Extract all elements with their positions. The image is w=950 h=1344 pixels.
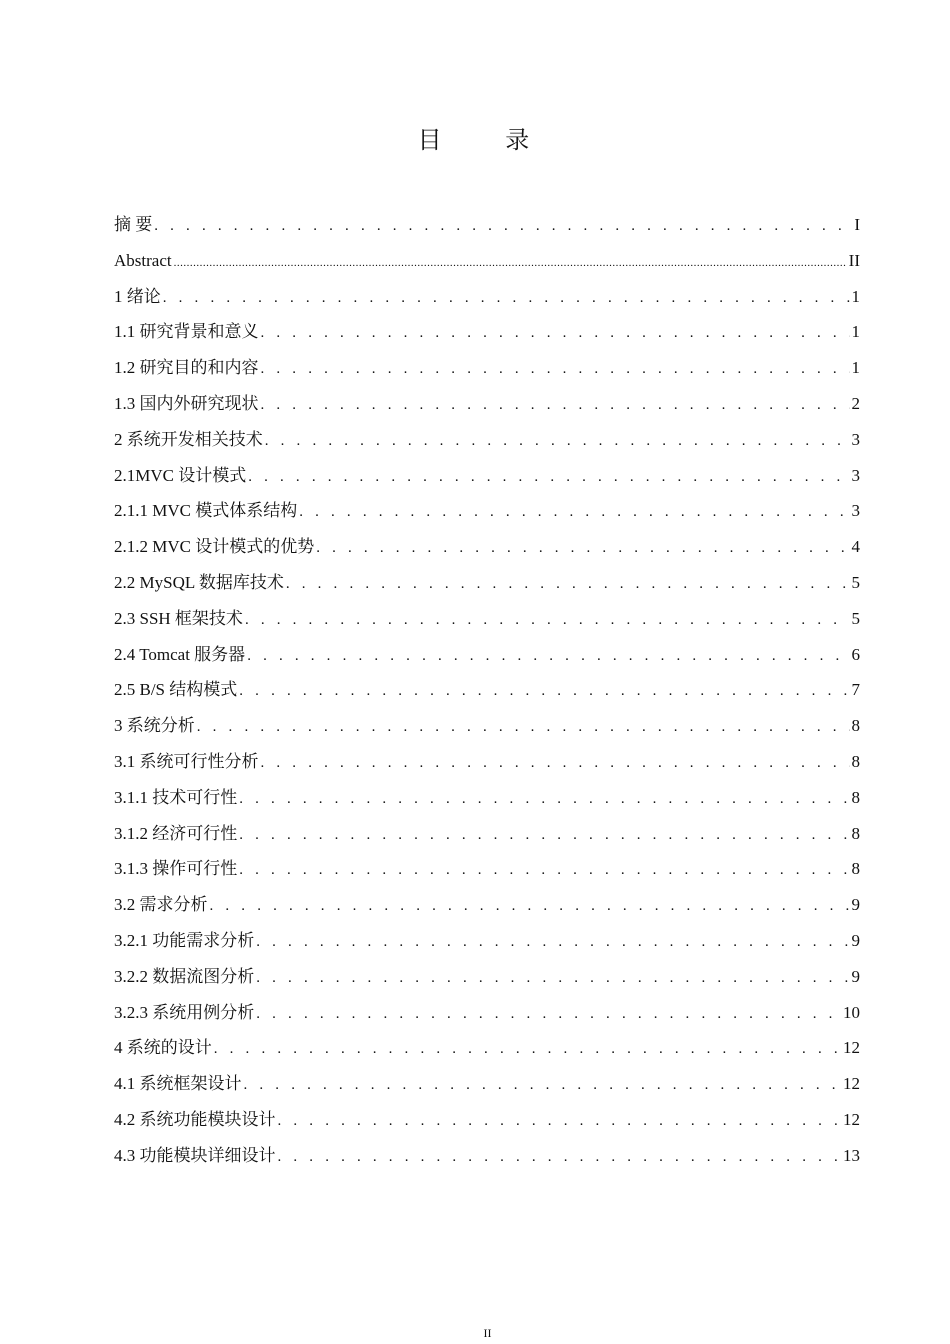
toc-entry-label: 1.1 研究背景和意义 <box>114 322 259 342</box>
toc-entry[interactable] <box>114 1066 860 1102</box>
toc-leader-dots <box>163 281 850 317</box>
toc-entry-page: 6 <box>851 644 860 664</box>
toc-entry-label: 3.2.2 数据流图分析 <box>114 966 255 986</box>
toc-entry-label: 2.5 B/S 结构模式 <box>114 680 238 700</box>
toc-entry[interactable] <box>114 780 860 816</box>
toc-entry[interactable] <box>114 529 860 565</box>
toc-entry-page: 1 <box>851 322 860 342</box>
toc-leader-dots <box>174 246 847 282</box>
toc-leader-dots <box>248 460 849 496</box>
toc-entry[interactable] <box>114 923 860 959</box>
toc-entry-page: I <box>854 215 860 234</box>
toc-entry[interactable] <box>114 1102 860 1138</box>
toc-entry[interactable] <box>114 314 860 350</box>
toc-leader-dots <box>154 209 852 245</box>
toc-entry-label: 4 系统的设计 <box>114 1038 212 1058</box>
toc-entry-page: 3 <box>851 501 860 521</box>
toc-entry[interactable] <box>114 422 860 458</box>
toc-entry[interactable] <box>114 995 860 1031</box>
toc-entry-page: 10 <box>843 1002 860 1022</box>
toc-entry[interactable] <box>114 350 860 386</box>
toc-entry-label: 2.4 Tomcat 服务器 <box>114 644 246 664</box>
toc-entry-page: 9 <box>851 895 860 915</box>
toc-entry-page: 8 <box>851 716 860 736</box>
toc-leader-dots <box>286 567 850 603</box>
toc-leader-dots <box>245 603 850 639</box>
toc-entry-label: Abstract <box>114 250 172 270</box>
toc-leader-dots <box>256 925 849 961</box>
toc-entry[interactable] <box>114 851 860 887</box>
toc-leader-dots <box>316 531 849 567</box>
toc-entry[interactable] <box>114 816 860 852</box>
toc-entry-label: 1 绪论 <box>114 286 161 306</box>
toc-entry[interactable] <box>114 637 860 673</box>
toc-entry-page: 8 <box>851 787 860 807</box>
toc-entry-label: 4.2 系统功能模块设计 <box>114 1109 276 1129</box>
toc-leader-dots <box>214 1032 841 1068</box>
toc-entry-page: 8 <box>851 859 860 879</box>
toc-entry-label: 3.1 系统可行性分析 <box>114 751 259 771</box>
toc-leader-dots <box>239 674 849 710</box>
toc-entry[interactable] <box>114 744 860 780</box>
toc-leader-dots <box>239 853 849 889</box>
toc-entry-page: 9 <box>851 930 860 950</box>
toc-leader-dots <box>265 424 850 460</box>
toc-entry[interactable] <box>114 708 860 744</box>
toc-entry-page: 5 <box>851 608 860 628</box>
toc-title: 目 录 <box>417 126 558 154</box>
toc-leader-dots <box>278 1104 842 1140</box>
toc-leader-dots <box>256 961 849 997</box>
toc-entry-page: 12 <box>843 1038 860 1058</box>
toc-entry[interactable] <box>114 279 860 315</box>
toc-leader-dots <box>299 495 849 531</box>
toc-entry-page: 2 <box>851 393 860 413</box>
toc-entry-label: 3.1.3 操作可行性 <box>114 859 238 879</box>
toc-entry-label: 3.1.1 技术可行性 <box>114 787 238 807</box>
toc-entry[interactable] <box>114 207 860 243</box>
toc-entry-page: 1 <box>851 286 860 306</box>
toc-entry-page: 4 <box>851 537 860 557</box>
toc-entry-page: 13 <box>843 1145 860 1165</box>
toc-entry[interactable] <box>114 386 860 422</box>
toc-leader-dots <box>197 710 850 746</box>
toc-entry-page: 7 <box>851 680 860 700</box>
toc-leader-dots <box>261 316 850 352</box>
toc-list <box>114 207 860 1174</box>
toc-entry-page: 12 <box>843 1074 860 1094</box>
toc-entry-page: 3 <box>851 429 860 449</box>
toc-entry[interactable] <box>114 458 860 494</box>
toc-entry-page: 9 <box>851 966 860 986</box>
toc-leader-dots <box>239 818 849 854</box>
toc-leader-dots <box>261 388 850 424</box>
page-number-footer: II <box>483 1326 492 1340</box>
toc-entry[interactable] <box>114 565 860 601</box>
toc-leader-dots <box>210 889 850 925</box>
toc-leader-dots <box>247 639 849 675</box>
toc-entry-page: 12 <box>843 1109 860 1129</box>
toc-entry-label: 2.1MVC 设计模式 <box>114 465 247 485</box>
toc-entry[interactable] <box>114 1138 860 1174</box>
toc-entry-page: 8 <box>851 823 860 843</box>
toc-entry-label: 3 系统分析 <box>114 716 195 736</box>
toc-entry-page: 5 <box>851 572 860 592</box>
toc-entry-label: 摘 要 <box>114 215 153 234</box>
toc-entry-label: 3.2 需求分析 <box>114 895 208 915</box>
toc-entry-label: 3.2.3 系统用例分析 <box>114 1002 255 1022</box>
toc-leader-dots <box>239 782 849 818</box>
toc-entry-page: 8 <box>851 751 860 771</box>
toc-entry[interactable] <box>114 243 860 279</box>
toc-entry-label: 2.1.2 MVC 设计模式的优势 <box>114 537 315 557</box>
toc-entry-label: 2.3 SSH 框架技术 <box>114 608 243 628</box>
toc-entry-page: II <box>848 250 860 270</box>
toc-entry[interactable] <box>114 601 860 637</box>
toc-leader-dots <box>261 746 850 782</box>
toc-entry-label: 2 系统开发相关技术 <box>114 429 263 449</box>
toc-entry-page: 1 <box>851 358 860 378</box>
toc-entry-label: 2.1.1 MVC 模式体系结构 <box>114 501 298 521</box>
toc-entry-label: 3.2.1 功能需求分析 <box>114 930 255 950</box>
toc-entry-label: 2.2 MySQL 数据库技术 <box>114 572 284 592</box>
toc-entry-label: 3.1.2 经济可行性 <box>114 823 238 843</box>
toc-leader-dots <box>244 1068 842 1104</box>
toc-entry-page: 3 <box>851 465 860 485</box>
toc-entry-label: 1.2 研究目的和内容 <box>114 358 259 378</box>
toc-entry[interactable] <box>114 959 860 995</box>
toc-entry-label: 4.1 系统框架设计 <box>114 1074 242 1094</box>
toc-leader-dots <box>256 997 841 1033</box>
toc-entry[interactable] <box>114 672 860 708</box>
toc-leader-dots <box>278 1140 842 1176</box>
toc-entry[interactable] <box>114 1030 860 1066</box>
toc-leader-dots <box>261 352 850 388</box>
toc-entry[interactable] <box>114 493 860 529</box>
toc-entry[interactable] <box>114 887 860 923</box>
toc-entry-label: 4.3 功能模块详细设计 <box>114 1145 276 1165</box>
toc-entry-label: 1.3 国内外研究现状 <box>114 393 259 413</box>
